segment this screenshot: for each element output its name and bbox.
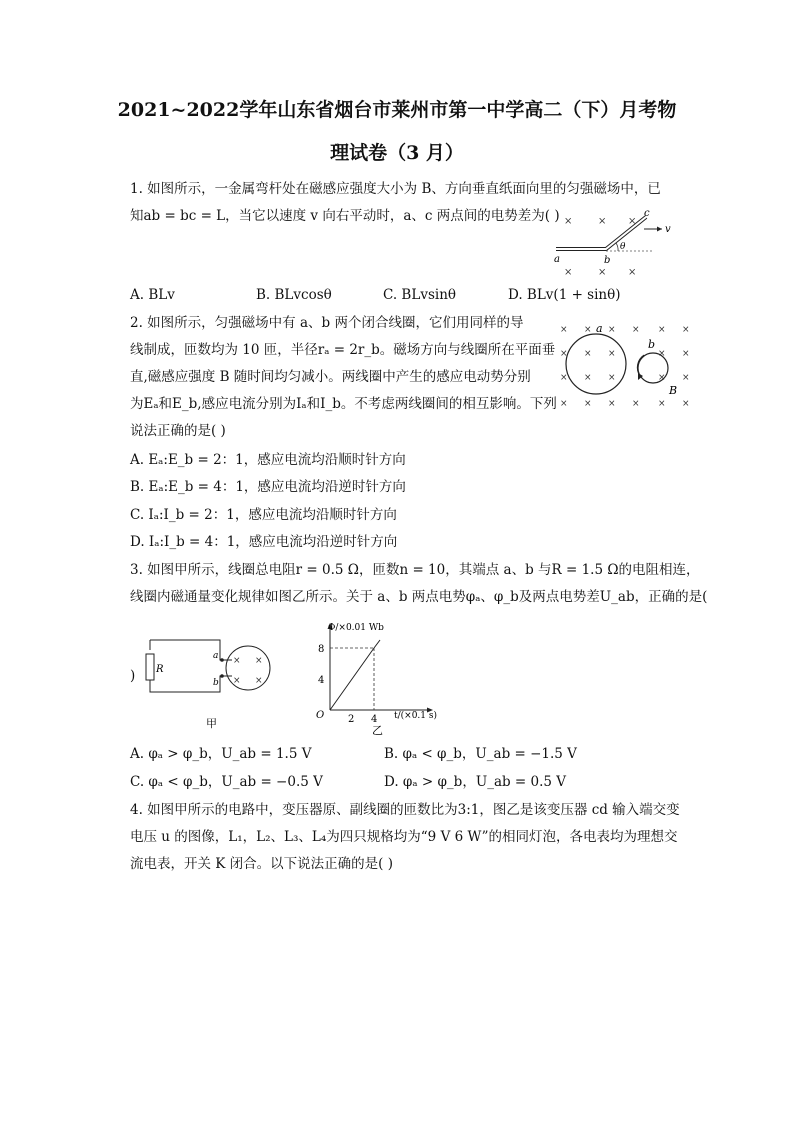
svg-text:×: × xyxy=(682,373,690,383)
q1-stem-line2: 知ab = bc = L，当它以速度 v 向右平动时，a、c 两点间的电势差为( ) xyxy=(130,208,560,224)
svg-text:×: × xyxy=(658,373,666,383)
svg-text:×: × xyxy=(598,267,607,278)
exam-title-line2: 理试卷（3 月） xyxy=(330,142,464,164)
svg-text:×: × xyxy=(628,267,637,278)
exam-title-line1: 2021~2022学年山东省烟台市莱州市第一中学高二（下）月考物 xyxy=(117,99,677,121)
q1-option-b[interactable]: B. BLvcosθ xyxy=(256,287,332,303)
q3-yi-xtick-4: 4 xyxy=(371,714,378,725)
q3-caption-yi: 乙 xyxy=(372,724,383,737)
svg-text:×: × xyxy=(682,399,690,409)
svg-text:×: × xyxy=(658,349,666,359)
svg-text:×: × xyxy=(560,325,568,335)
q2-option-a[interactable]: A. Eₐ:E_b = 2：1，感应电流均沿顺时针方向 xyxy=(130,452,406,468)
svg-text:×: × xyxy=(658,399,666,409)
q1-label-b: b xyxy=(604,255,611,266)
q3-yi-xlabel: t/(×0.1 s) xyxy=(394,711,438,721)
q1-label-v: v xyxy=(665,224,671,235)
q2-stem-line2: 线制成，匝数均为 10 匝，半径rₐ = 2r_b。磁场方向与线圈所在平面垂 xyxy=(130,342,556,358)
q3-yi-origin: O xyxy=(316,710,325,721)
q2-stem-line1: 2. 如图所示，匀强磁场中有 a、b 两个闭合线圈，它们用同样的导 xyxy=(130,315,524,331)
svg-text:×: × xyxy=(560,373,568,383)
q3-option-c[interactable]: C. φₐ < φ_b，U_ab = −0.5 V xyxy=(130,774,323,790)
svg-text:×: × xyxy=(233,656,241,666)
q1-option-c[interactable]: C. BLvsinθ xyxy=(383,287,457,303)
q3-figure-jia xyxy=(140,630,280,734)
q3-yi-ytick-4: 4 xyxy=(318,675,325,686)
svg-text:×: × xyxy=(632,325,640,335)
q3-option-b[interactable]: B. φₐ < φ_b，U_ab = −1.5 V xyxy=(384,746,577,762)
q3-option-d[interactable]: D. φₐ > φ_b，U_ab = 0.5 V xyxy=(384,774,567,790)
q3-figure-yi xyxy=(310,618,440,738)
svg-text:×: × xyxy=(584,349,592,359)
q3-label-R: R xyxy=(156,664,164,675)
svg-text:×: × xyxy=(658,325,666,335)
svg-text:×: × xyxy=(233,676,241,686)
q1-label-a: a xyxy=(554,254,560,265)
svg-text:×: × xyxy=(584,325,592,335)
q4-stem-line1: 4. 如图甲所示的电路中，变压器原、副线圈的匝数比为3:1，图乙是该变压器 cd 输入端交变 xyxy=(130,802,680,818)
svg-text:×: × xyxy=(628,216,637,227)
q2-stem-line5: 说法正确的是( ) xyxy=(130,423,226,439)
q2-coil-b xyxy=(638,353,668,383)
svg-text:×: × xyxy=(584,399,592,409)
svg-text:×: × xyxy=(255,656,263,666)
q3-stem-line3: ) xyxy=(130,668,136,684)
q4-stem-line3: 流电表，开关 K 闭合。以下说法正确的是( ) xyxy=(130,856,393,872)
svg-text:×: × xyxy=(608,373,616,383)
svg-text:×: × xyxy=(608,325,616,335)
svg-text:×: × xyxy=(608,399,616,409)
q1-stem-line1: 1. 如图所示，一金属弯杆处在磁感应强度大小为 B、方向垂直纸面向里的匀强磁场中，已 xyxy=(130,181,661,197)
q3-yi-xtick-2: 2 xyxy=(348,714,355,725)
q1-option-a[interactable]: A. BLv xyxy=(130,287,175,303)
q2-label-B: B xyxy=(669,384,678,397)
svg-text:×: × xyxy=(564,267,573,278)
q3-yi-flux-line xyxy=(330,648,374,710)
q3-label-b: b xyxy=(213,678,219,688)
svg-text:×: × xyxy=(560,349,568,359)
svg-text:×: × xyxy=(584,373,592,383)
svg-text:×: × xyxy=(564,216,573,227)
svg-text:×: × xyxy=(598,216,607,227)
svg-text:×: × xyxy=(682,325,690,335)
q2-label-b: b xyxy=(648,338,656,351)
q1-figure xyxy=(548,207,688,279)
q4-stem-line2: 电压 u 的图像，L₁，L₂、L₃、L₄为四只规格均为“9 V 6 W”的相同灯泡，各电表均为理想交 xyxy=(130,829,678,845)
q2-option-d[interactable]: D. Iₐ:I_b = 4：1，感应电流均沿逆时针方向 xyxy=(130,534,398,550)
q1-label-c: c xyxy=(644,208,650,219)
q2-stem-line4: 为Eₐ和E_b,感应电流分别为Iₐ和I_b。不考虑两线圈间的相互影响。下列 xyxy=(130,396,557,412)
q2-coil-a xyxy=(566,334,626,394)
q2-figure xyxy=(556,318,696,410)
svg-text:×: × xyxy=(560,399,568,409)
q3-stem-line1: 3. 如图甲所示，线圈总电阻r = 0.5 Ω，匝数n = 10，其端点 a、b 与R = 1.5 Ω的电阻相连， xyxy=(130,562,700,578)
q1-option-d[interactable]: D. BLv(1 + sinθ) xyxy=(508,287,621,303)
q2-label-a: a xyxy=(596,322,603,335)
q3-yi-ylabel: Φ/×0.01 Wb xyxy=(328,623,384,633)
q2-option-c[interactable]: C. Iₐ:I_b = 2：1，感应电流均沿顺时针方向 xyxy=(130,507,397,523)
q1-label-theta: θ xyxy=(620,242,626,252)
svg-text:×: × xyxy=(608,349,616,359)
svg-text:×: × xyxy=(255,676,263,686)
q3-caption-jia: 甲 xyxy=(206,717,217,730)
q3-resistor-R xyxy=(146,654,154,680)
q2-stem-line3: 直,磁感应强度 B 随时间均匀减小。两线圈中产生的感应电动势分别 xyxy=(130,369,531,385)
q3-option-a[interactable]: A. φₐ > φ_b，U_ab = 1.5 V xyxy=(130,746,312,762)
q3-label-a: a xyxy=(213,651,219,661)
svg-text:×: × xyxy=(682,349,690,359)
svg-text:×: × xyxy=(632,399,640,409)
q3-stem-line2: 线圈内磁通量变化规律如图乙所示。关于 a、b 两点电势φₐ、φ_b及两点电势差U_ab，正确的是( xyxy=(130,589,708,605)
q3-yi-ytick-8: 8 xyxy=(318,644,325,655)
q2-option-b[interactable]: B. Eₐ:E_b = 4：1，感应电流均沿逆时针方向 xyxy=(130,479,406,495)
